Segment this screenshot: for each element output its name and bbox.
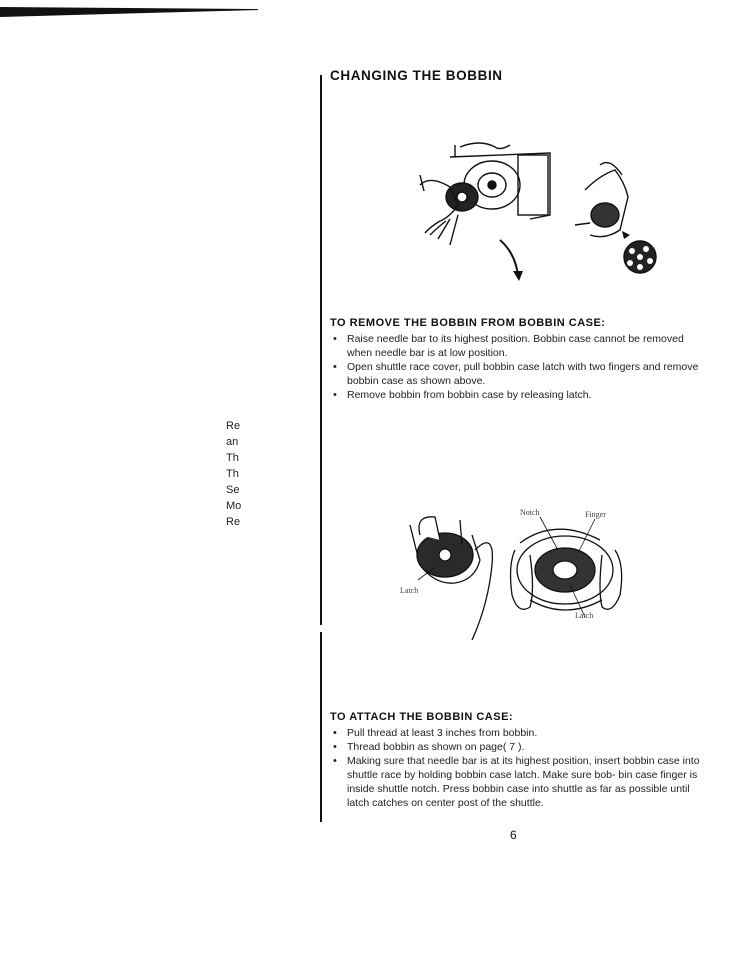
- finger-label: Finger: [585, 510, 606, 519]
- list-item: • Remove bobbin from bobbin case by releasing latch.: [330, 388, 710, 402]
- remove-bobbin-heading: TO REMOVE THE BOBBIN FROM BOBBIN CASE:: [330, 317, 606, 329]
- list-item: • Thread bobbin as shown on page( 7 ).: [330, 740, 710, 754]
- latch-label-left: Latch: [400, 586, 419, 595]
- cut-off-line: Re: [226, 516, 241, 528]
- attach-bobbin-steps: [330, 726, 710, 810]
- column-divider-upper: [320, 75, 322, 625]
- list-item: • Making sure that needle bar is at its highest position, insert bobbin case into shuttle race by holding bobbin case latch. Make sure bob- bin case finger is inside shuttle notch. Press bobbin case into shuttle as far as possible until latch catches on center post of the shuttle.: [330, 754, 710, 810]
- cut-off-line: Re: [226, 420, 241, 432]
- notch-label: Notch: [520, 508, 540, 517]
- cut-off-line: Th: [226, 452, 239, 464]
- remove-bobbin-steps: [330, 332, 710, 402]
- list-item: • Open shuttle race cover, pull bobbin case latch with two fingers and remove bobbin case as shown above.: [330, 360, 710, 388]
- attach-bobbin-section: [330, 711, 710, 810]
- list-item: • Raise needle bar to its highest position. Bobbin case cannot be removed when needle bar is at low position.: [330, 332, 710, 360]
- attach-bobbin-illustration: [380, 495, 640, 655]
- page-number: 6: [510, 828, 517, 842]
- cut-off-line: Mo: [226, 500, 242, 512]
- remove-bobbin-illustration: [400, 135, 680, 285]
- cut-off-text-column: [226, 418, 260, 530]
- remove-bobbin-section: [330, 317, 710, 402]
- attach-bobbin-heading: TO ATTACH THE BOBBIN CASE:: [330, 711, 514, 723]
- top-rule: [0, 7, 258, 17]
- page-title: CHANGING THE BOBBIN: [330, 68, 503, 83]
- list-item: • Pull thread at least 3 inches from bobbin.: [330, 726, 710, 740]
- cut-off-line: an: [226, 436, 239, 448]
- latch-label-right: Latch: [575, 611, 594, 620]
- cut-off-line: Th: [226, 468, 239, 480]
- column-divider-lower: [320, 632, 322, 822]
- cut-off-line: Se: [226, 484, 240, 496]
